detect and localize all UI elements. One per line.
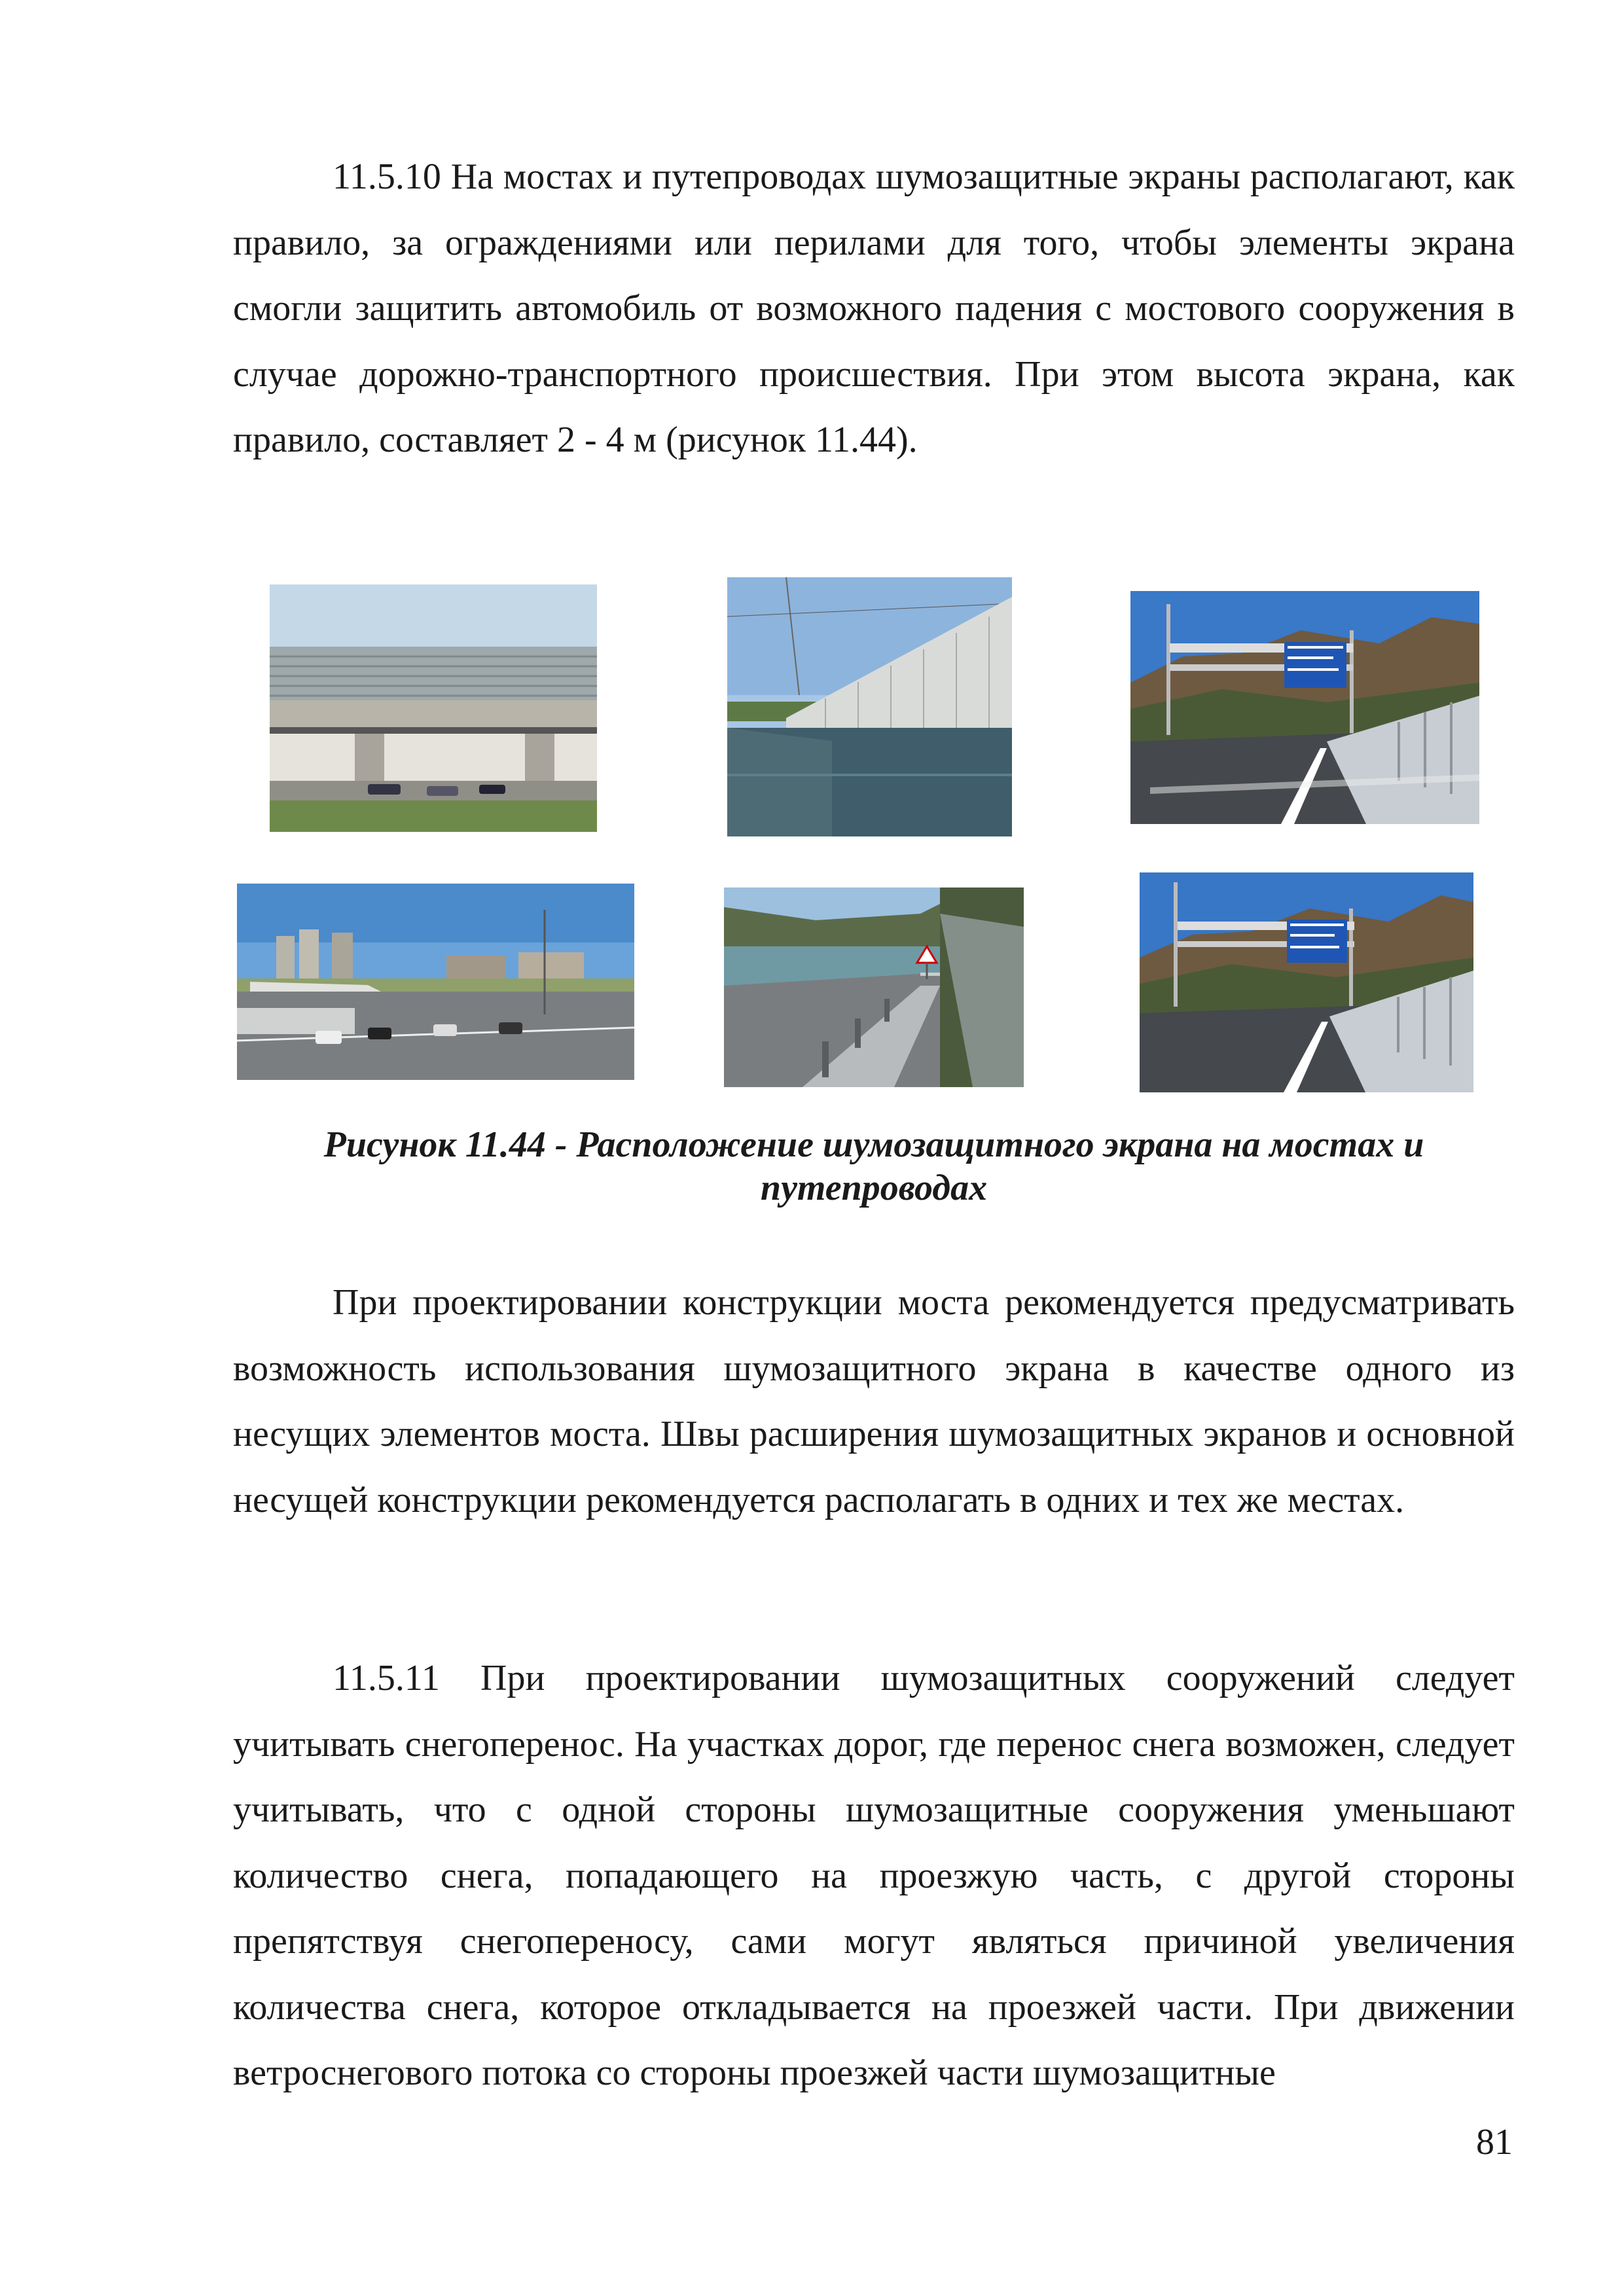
photo-city-overpass bbox=[237, 884, 634, 1080]
photo-mountain-road-gantry bbox=[1130, 591, 1479, 824]
photo-mountain-road-gantry-2 bbox=[1140, 872, 1473, 1092]
paragraph-11-5-11: 11.5.11 При проектировании шумозащитных сооружений следует учитывать снегоперенос. На участках дорог, где перенос снега возможен, следует учитывать, что с одной стороны шумозащитные сооружения уменьшают количество снега, попадающего на проезжую часть, с другой стороны препятствуя снегопереносу, сами могут являться причиной увеличения количества снега, которое откладывается на проезжей части. При движении ветроснегового потока со стороны проезжей части шумозащитные bbox=[233, 1658, 1515, 2093]
paragraph-11-5-10: 11.5.10 На мостах и путепроводах шумозащитные экраны располагают, как правило, за ограждениями или перилами для того, чтобы элементы экрана смогли защитить автомобиль от возможного падения с мостового сооружения в случае дорожно-транспортного происшествия. При этом высота экрана, как правило, составляет 2 - 4 м (рисунок 11.44). bbox=[233, 156, 1515, 460]
photo-overpass-noise-barrier bbox=[270, 584, 597, 832]
photo-bridge-over-river bbox=[727, 577, 1012, 836]
paragraph-bridge-design: При проектировании конструкции моста рекомендуется предусматривать возможность использования шумозащитного экрана в качестве одного из несущих элементов моста. Швы расширения шумозащитных экранов и основной несущей конструкции рекомендуется располагать в одних и тех же местах. bbox=[233, 1282, 1515, 1520]
figure-caption: Рисунок 11.44 - Расположение шумозащитного экрана на мостах и путепроводах bbox=[323, 1124, 1424, 1208]
photo-bridge-barrier-railing bbox=[724, 888, 1024, 1087]
page-number: 81 bbox=[1476, 2122, 1513, 2162]
